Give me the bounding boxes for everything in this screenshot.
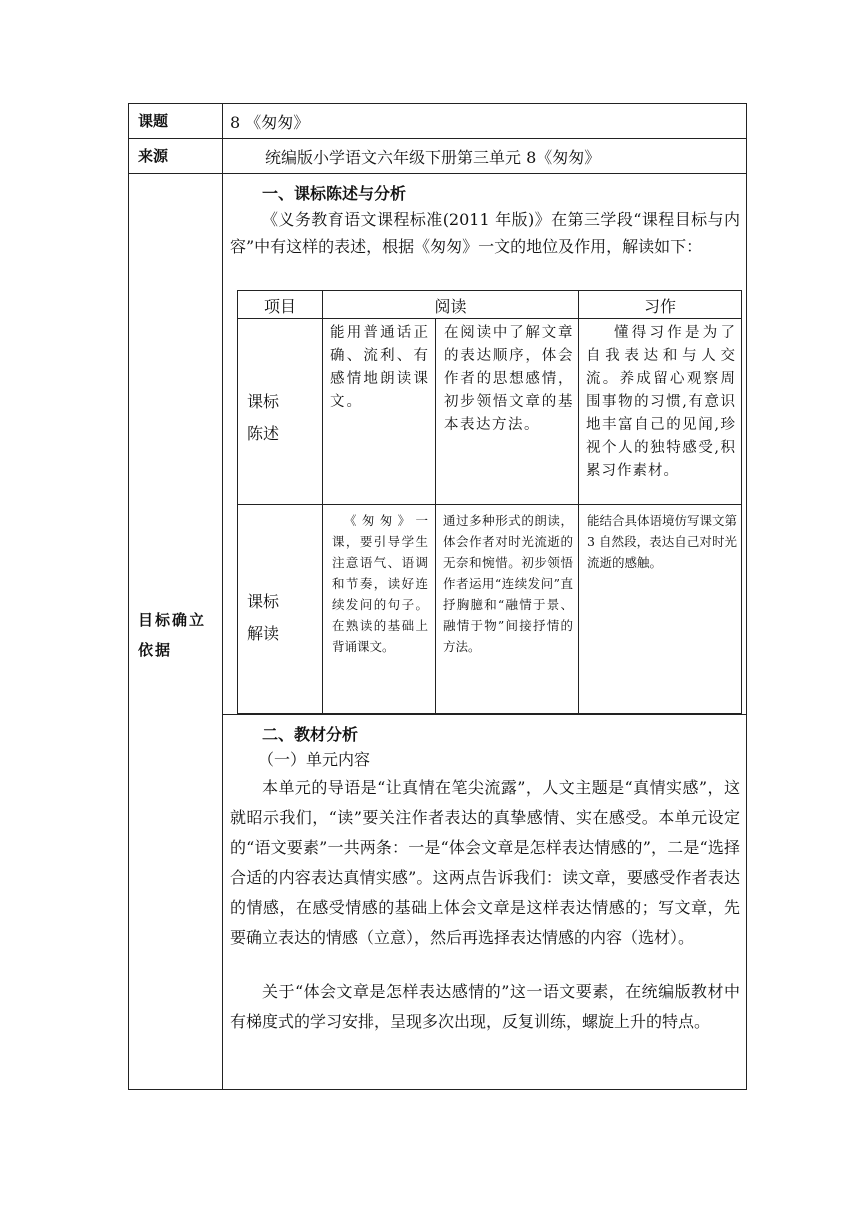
row-divider-1 <box>128 138 747 139</box>
inner-col-3 <box>578 290 579 714</box>
section1-heading: 一、课标陈述与分析 <box>262 184 407 203</box>
row1-reading-a: 能用普通话正确、流利、有感情地朗读课文。 <box>330 325 430 410</box>
row1-writing: 懂得习作是为了自我表达和与人交流。养成留心观察周围事物的习惯,有意识地丰富自己的见闻,珍视个人的独特感受,积累习作素材。 <box>586 325 736 479</box>
column-divider <box>222 103 223 1090</box>
source-value: 统编版小学语文六年级下册第三单元 8《匆匆》 <box>265 148 601 167</box>
basis-label: 目标确立依据 <box>138 611 207 659</box>
row-divider-2 <box>128 173 747 174</box>
inner-col-1 <box>322 290 323 714</box>
inner-header-item: 项目 <box>263 297 296 316</box>
inner-row1-bottom <box>237 504 742 505</box>
inner-top <box>237 290 742 291</box>
topic-value: 8 《匆匆》 <box>230 113 310 132</box>
inner-header-writing: 习作 <box>643 297 676 316</box>
source-label: 来源 <box>138 147 169 165</box>
inner-bottom <box>237 713 742 714</box>
outer-border-left <box>128 103 129 1090</box>
row2-writing: 能结合具体语境仿写课文第 3 自然段，表达自己对时光流逝的感触。 <box>587 513 738 570</box>
inner-right <box>741 290 742 714</box>
row1-reading-b: 在阅读中了解文章的表达顺序，体会作者的思想感情，初步领悟文章的基本表达方法。 <box>444 325 574 433</box>
row2-reading-a: 《匆匆》一课，要引导学生注意语气、语调和节奏，读好连续发问的句子。在熟读的基础上背诵课文。 <box>332 513 428 654</box>
section2-para2: 关于“体会文章是怎样表达感情的”这一语文要素，在统编版教材中有梯度式的学习安排，呈现多次出现，反复训练，螺旋上升的特点。 <box>230 982 740 1031</box>
section2-para1: 本单元的导语是“让真情在笔尖流露”，人文主题是“真情实感”，这就昭示我们，“读”要关注作者表达的真挚感情、实在感受。本单元设定的“语文要素”一共两条：一是“体会文章是怎样表达情感的”，二是“选择合适的内容表达真情实感”。这两点告诉我们：读文章，要感受作者表达的情感，在感受情感的基础上体会文章是这样表达情感的；写文章，先要确立表达的情感（立意），然后再选择表达情感的内容（选材）。 <box>230 778 740 947</box>
outer-border-right <box>746 103 747 1090</box>
content-divider <box>222 714 747 715</box>
section1-intro: 《义务教育语文课程标准(2011 年版)》在第三学段“课程目标与内容”中有这样的表述，根据《匆匆》一文的地位及作用，解读如下： <box>230 210 740 256</box>
outer-border-top <box>128 103 747 104</box>
section2-subheading: （一）单元内容 <box>258 750 371 769</box>
section2-heading: 二、教材分析 <box>262 725 359 744</box>
row1-label: 课标陈述 <box>247 392 280 443</box>
outer-border-bottom <box>128 1089 747 1090</box>
inner-left <box>237 290 238 714</box>
inner-col-2 <box>435 318 436 714</box>
topic-label: 课题 <box>138 112 169 130</box>
row2-reading-b: 通过多种形式的朗读，体会作者对时光流逝的无奈和惋惜。初步领悟作者运用“连续发问”直抒胸臆和“融情于景、融情于物”间接抒情的方法。 <box>443 513 573 654</box>
inner-header-reading: 阅读 <box>434 297 467 316</box>
row2-label: 课标解读 <box>247 592 280 643</box>
inner-header-bottom <box>237 318 742 319</box>
